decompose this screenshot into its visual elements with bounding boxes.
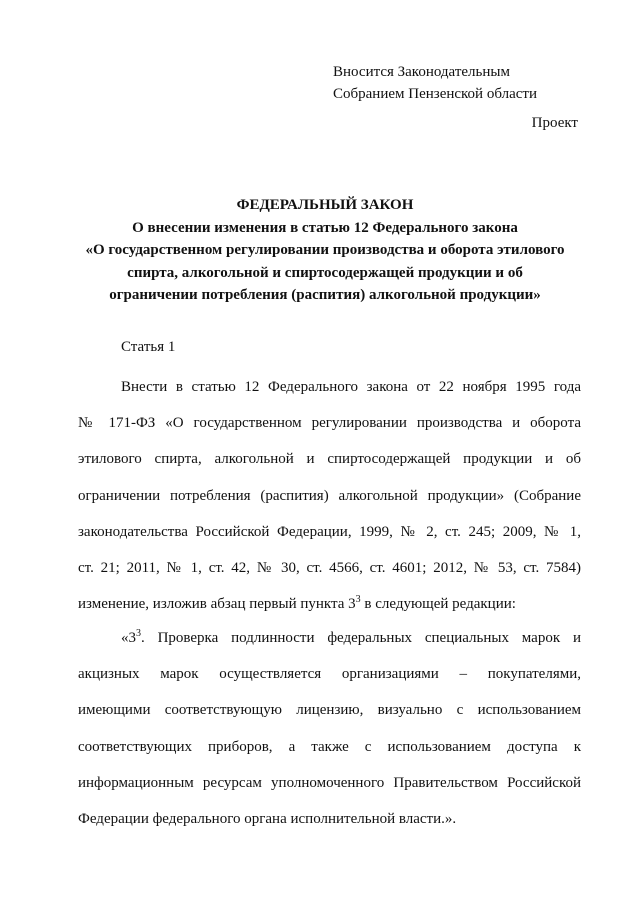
- superscript: 3: [136, 628, 141, 639]
- superscript: 3: [355, 594, 361, 606]
- law-title-line: ограничении потребления (распития) алкогольной продукции»: [109, 287, 541, 303]
- paragraph-line: имеющими соответствующую лицензию, визуально с использованием: [78, 702, 581, 719]
- paragraph-line: законодательства Российской Федерации, 1999, № 2, ст. 245; 2009, № 1,: [78, 523, 581, 540]
- quote-first-line-text: . Проверка подлинности федеральных специальных марок и: [141, 630, 581, 646]
- paragraph-line: № 171-ФЗ «О государственном регулировании производства и оборота: [78, 415, 581, 432]
- article-heading: Статья 1: [121, 339, 176, 355]
- draft-label: Проект: [531, 115, 578, 131]
- quote-open-point: «3: [121, 630, 136, 646]
- last-line-text: изменение, изложив абзац первый пункта 3: [78, 596, 356, 613]
- paragraph-line: ст. 21; 2011, № 1, ст. 42, № 30, ст. 4566, ст. 4601; 2012, № 53, ст. 7584): [78, 559, 581, 576]
- submitter-line-1: Вносится Законодательным: [333, 64, 510, 80]
- paragraph-line: этилового спирта, алкогольной и спиртосодержащей продукции и об: [78, 451, 581, 468]
- law-title-line: спирта, алкогольной и спиртосодержащей продукции и об: [127, 264, 523, 281]
- submitter-line-2: Собранием Пензенской области: [333, 86, 537, 102]
- paragraph-line: ограничении потребления (распития) алкогольной продукции» (Собрание: [78, 487, 581, 504]
- article-paragraph-1: [78, 378, 581, 631]
- paragraph-line: акцизных марок осуществляется организациями – покупателями,: [78, 666, 581, 683]
- paragraph-line: Внести в статью 12 Федерального закона от 22 ноября 1995 года: [121, 379, 581, 395]
- law-title-block: [60, 194, 590, 307]
- quoted-paragraph-first-line: [78, 629, 581, 665]
- law-title-line: О внесении изменения в статью 12 Федерального закона: [132, 219, 518, 236]
- law-type-heading: ФЕДЕРАЛЬНЫЙ ЗАКОН: [236, 197, 414, 213]
- law-title-line: «О государственном регулировании производства и оборота этилового: [85, 242, 565, 258]
- paragraph-line: соответствующих приборов, а также с использованием доступа к: [78, 738, 581, 755]
- paragraph-line: информационным ресурсам уполномоченного Правительством Российской: [78, 774, 581, 791]
- paragraph-last-line: [78, 595, 581, 631]
- article-paragraph-2: [78, 629, 581, 846]
- paragraph-last-line: Федерации федерального органа исполнительной власти.».: [78, 810, 457, 827]
- last-line-text-end: в следующей редакции:: [360, 596, 516, 613]
